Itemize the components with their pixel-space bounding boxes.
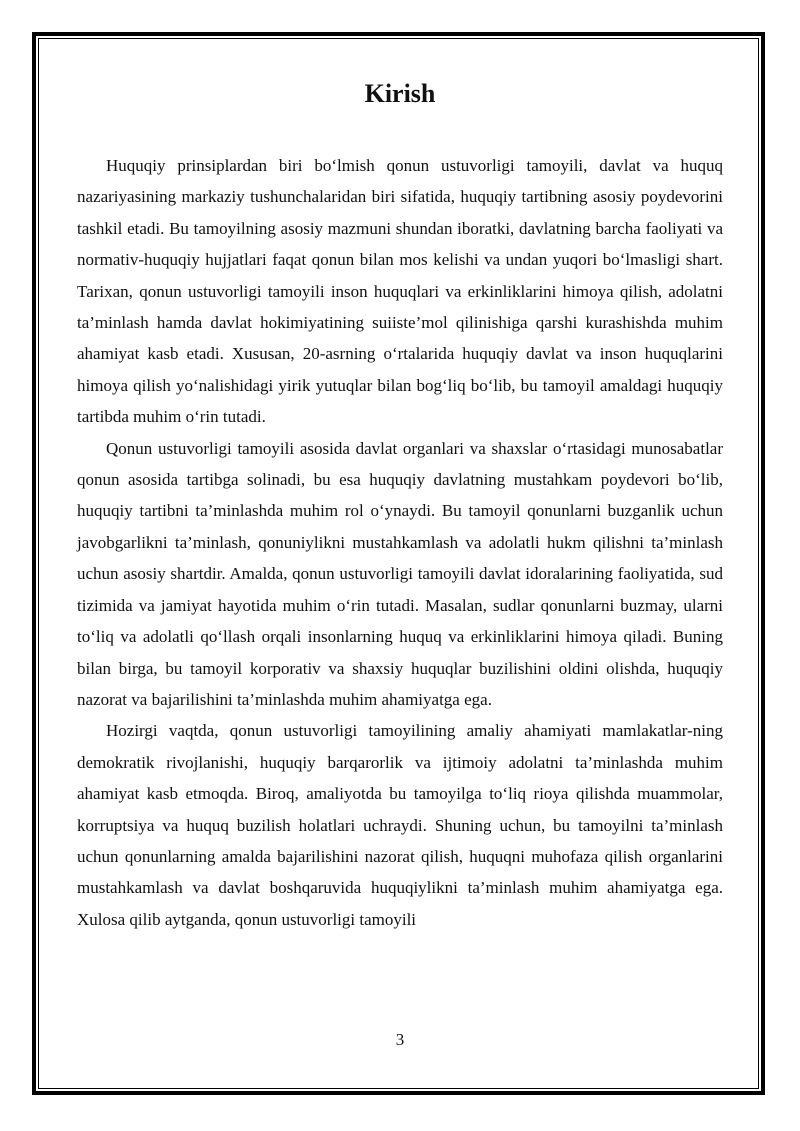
paragraph: Huquqiy prinsiplardan biri bo‘lmish qonun ustuvorligi tamoyili, davlat va huquq nazariyasining markaziy tushunchalaridan biri sifatida, huquqiy tartibning asosiy poydevorini tashkil etadi. Bu tamoyilning asosiy mazmuni shundan iboratki, davlatning barcha faoliyati va normativ-huquqiy hujjatlari faqat qonun bilan mos kelishi va undan yuqori bo‘lmasligi shart. Tarixan, qonun ustuvorligi tamoyili inson huquqlari va erkinliklarini himoya qilish, adolatni ta’minlash hamda davlat hokimiyatining suiiste’mol qilinishiga qarshi kurashishda muhim ahamiyat kasb etadi. Xususan, 20-asrning o‘rtalarida huquqiy davlat va inson huquqlarini himoya qilish yo‘nalishidagi yirik yutuqlar bilan bog‘liq bo‘lib, bu tamoyil amaldagi huquqiy tartibda muhim o‘rin tutadi. [77, 156, 723, 427]
paragraph-list [77, 150, 723, 935]
paragraph: Qonun ustuvorligi tamoyili asosida davlat organlari va shaxslar o‘rtasidagi munosabatlar qonun asosida tartibga solinadi, bu esa huquqiy davlatning mustahkam poydevori bo‘lib, huquqiy tartibni ta’minlashda muhim rol o‘ynaydi. Bu tamoyil qonunlarni buzganlik uchun javobgarlikni ta’minlash, qonuniylikni mustahkamlash va adolatli hukm qilishni ta’minlash uchun asosiy shartdir. Amalda, qonun ustuvorligi tamoyili davlat idoralarining faoliyatida, sud tizimida va jamiyat hayotida muhim o‘rin tutadi. Masalan, sudlar qonunlarni buzmay, ularni to‘liq va adolatli qo‘llash orqali insonlarning huquq va erkinliklarini himoya qiladi. Buning bilan birga, bu tamoyil korporativ va shaxsiy huquqlar buzilishini oldini olishda, huquqiy nazorat va bajarilishini ta’minlashda muhim ahamiyatga ega. [77, 438, 723, 709]
page-title: Kirish [364, 79, 436, 108]
paragraph: Hozirgi vaqtda, qonun ustuvorligi tamoyilining amaliy ahamiyati mamlakatlar-ning demokratik rivojlanishi, huquqiy barqarorlik va ijtimoiy adolatni ta’minlashda muhim ahamiyat kasb etmoqda. Biroq, amaliyotda bu tamoyilga to‘liq rioya qilishda muammolar, korruptsiya va huquq buzilish holatlari uchraydi. Shuning uchun, bu tamoyilni ta’minlash uchun qonunlarning amalda bajarilishini nazorat qilish, huquqni muhofaza qilish organlarini mustahkamlash va davlat boshqaruvida huquqiylikni ta’minlash muhim ahamiyatga ega. Xulosa qilib aytganda, qonun ustuvorligi tamoyili [77, 721, 723, 929]
document-body [77, 70, 723, 935]
page-number: 3 [395, 1030, 405, 1049]
